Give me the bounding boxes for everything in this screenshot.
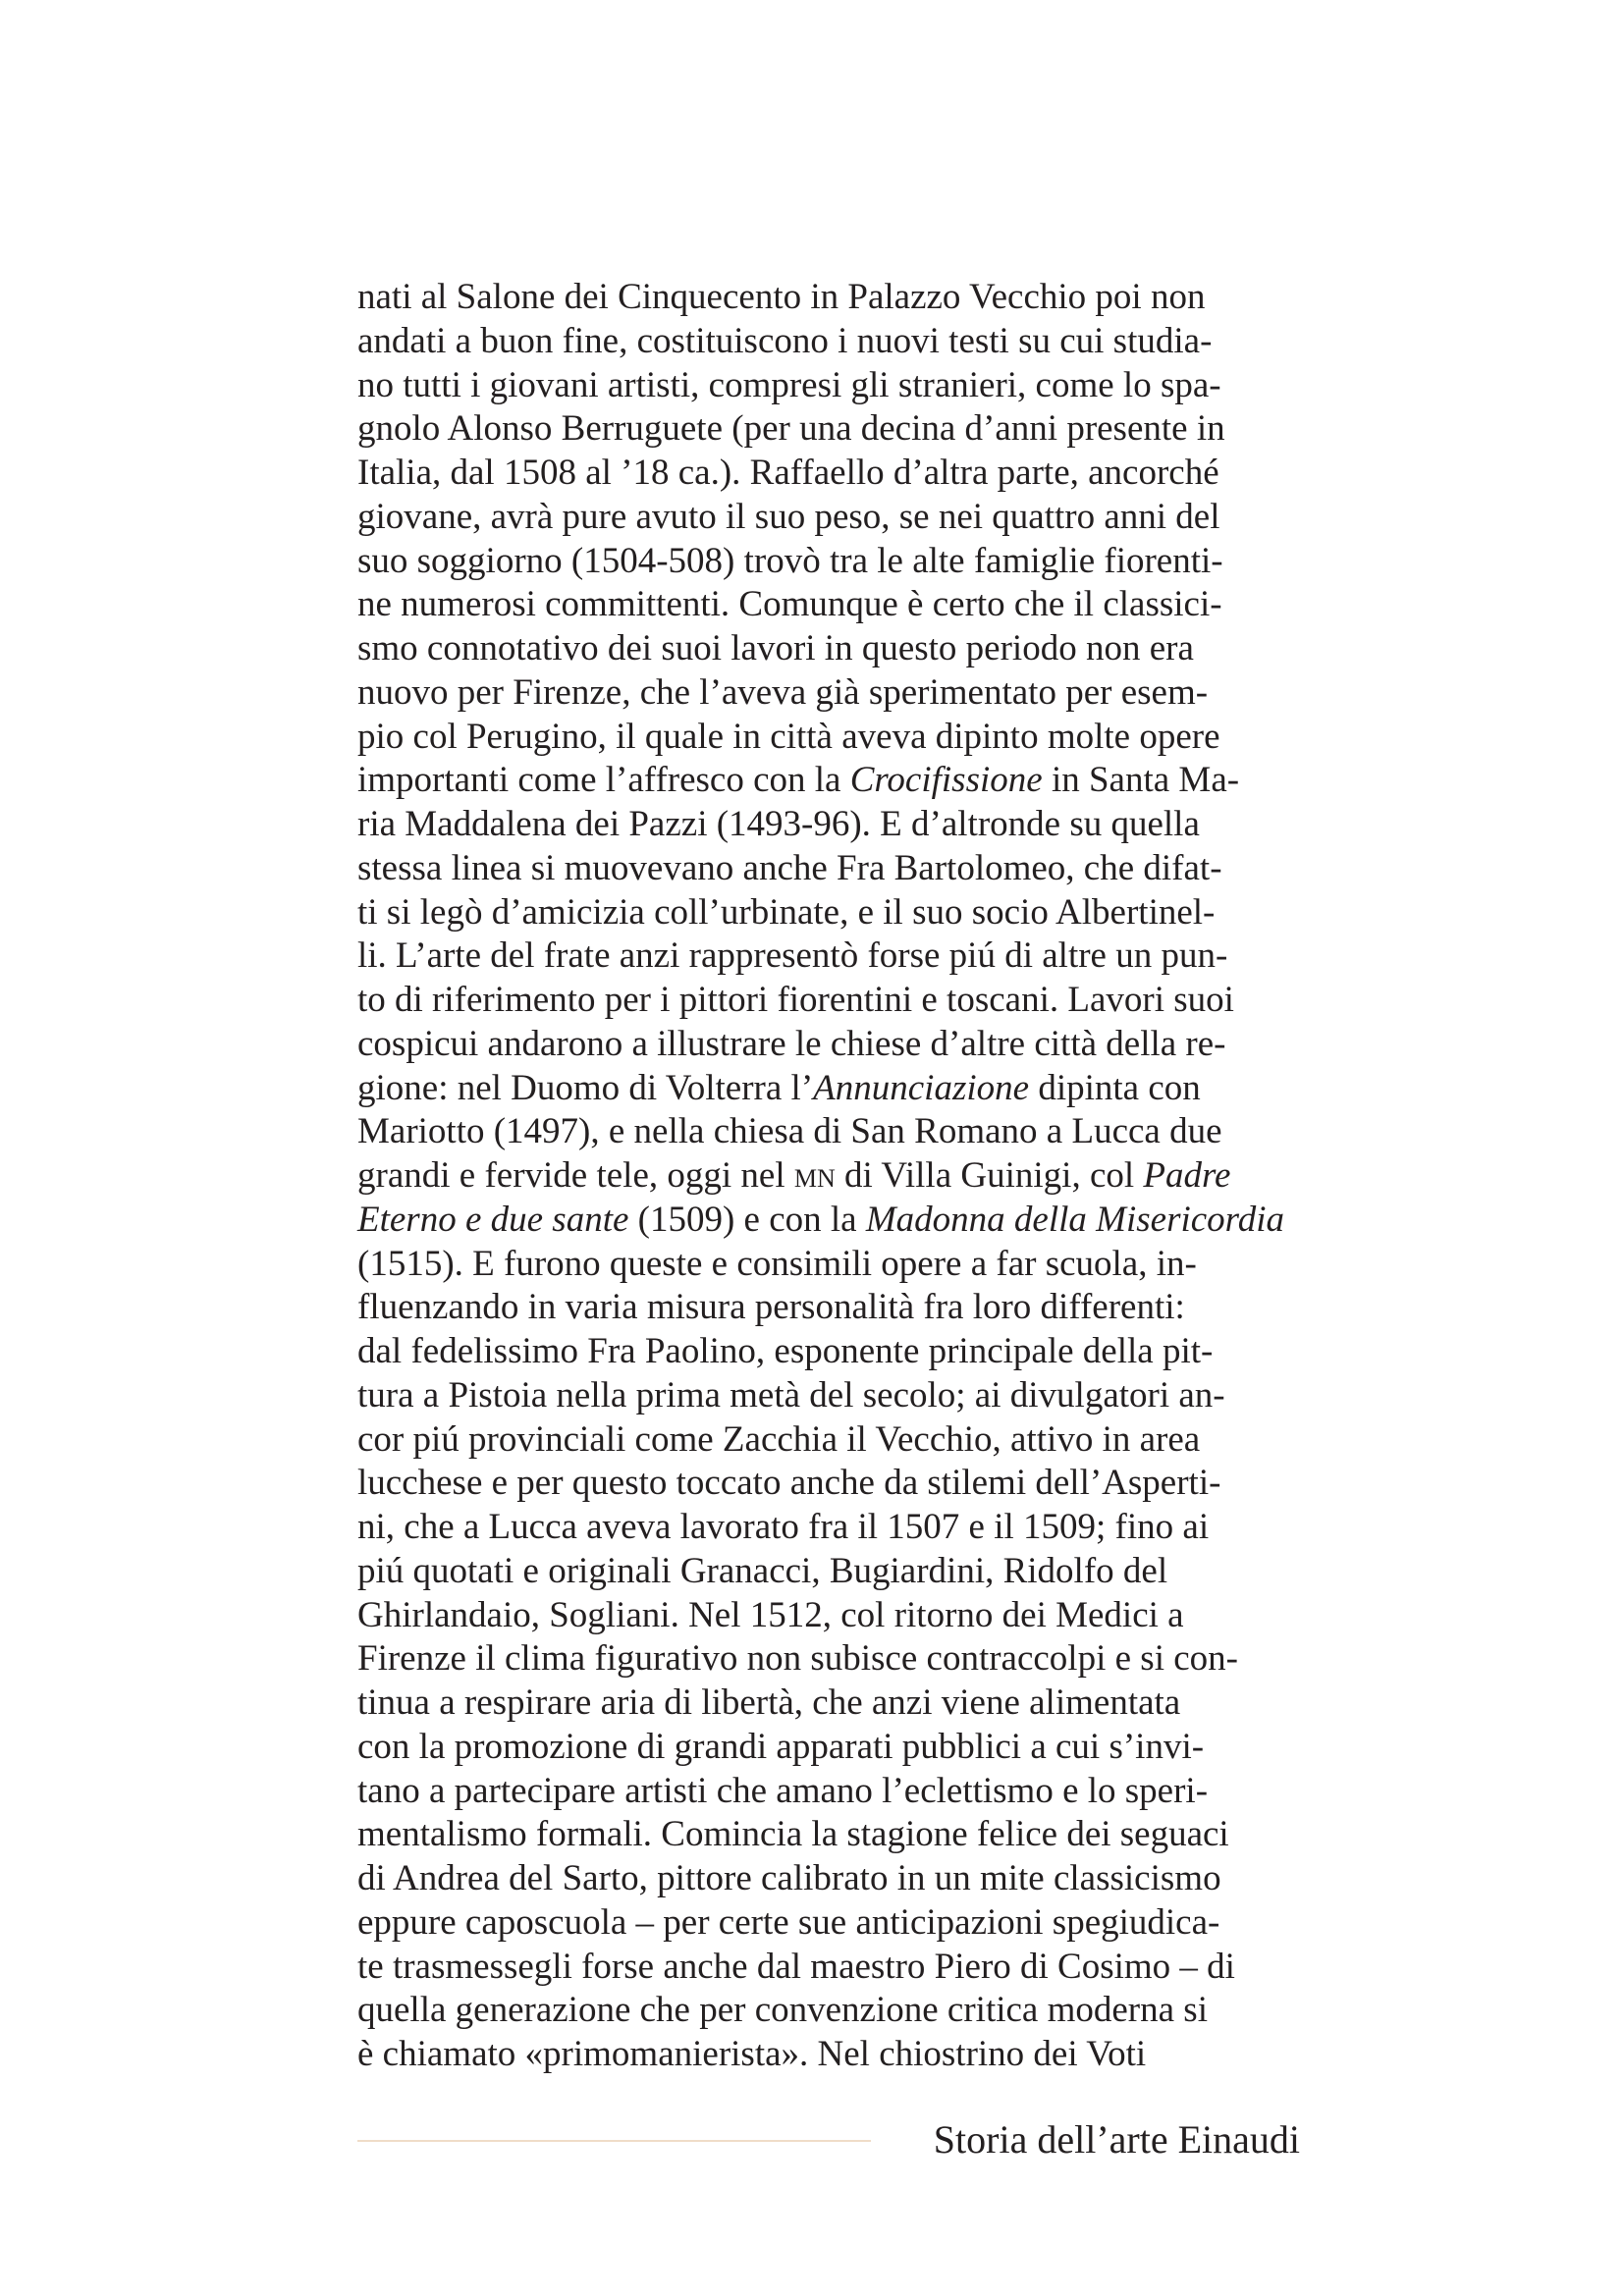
text-line <box>357 1330 1300 1374</box>
text-run: piú quotati e originali Granacci, Bugiardini, Ridolfo del <box>357 1550 1168 1591</box>
text-run: pio col Perugino, il quale in città aveva dipinto molte opere <box>357 716 1220 757</box>
body-text <box>357 276 1300 2077</box>
text-run: dal fedelissimo Fra Paolino, esponente principale della pit- <box>357 1331 1214 1371</box>
text-line <box>357 320 1300 364</box>
italic-title: Eterno e due sante <box>357 1199 629 1240</box>
text-line <box>357 1506 1300 1550</box>
text-run: ti si legò d’amicizia coll’urbinate, e il suo socio Albertinel- <box>357 891 1216 933</box>
text-line <box>357 716 1300 760</box>
text-line <box>357 934 1300 979</box>
footer-rule <box>357 2140 871 2142</box>
text-line <box>357 407 1300 452</box>
text-run: tano a partecipare artisti che amano l’eclettismo e lo speri- <box>357 1770 1209 1811</box>
text-run: nati al Salone dei Cinquecento in Palazzo Vecchio poi non <box>357 277 1206 317</box>
text-line <box>357 759 1300 803</box>
text-line <box>357 1857 1300 1901</box>
text-line <box>357 496 1300 540</box>
text-line <box>357 1374 1300 1418</box>
text-run: gnolo Alonso Berruguete (per una decina d’anni presente in <box>357 408 1225 450</box>
text-line <box>357 1770 1300 1814</box>
text-run: andati a buon fine, costituiscono i nuovi testi su cui studia- <box>357 320 1213 361</box>
text-line <box>357 583 1300 627</box>
text-line <box>357 1110 1300 1154</box>
text-run: giovane, avrà pure avuto il suo peso, se nei quattro anni del <box>357 496 1220 537</box>
text-line <box>357 847 1300 891</box>
text-run: lucchese e per questo toccato anche da stilemi dell’Asperti- <box>357 1463 1221 1504</box>
text-line <box>357 1199 1300 1243</box>
text-line <box>357 891 1300 935</box>
text-run: Firenze il clima figurativo non subisce contraccolpi e si con- <box>357 1638 1238 1680</box>
running-title: Storia dell’arte Einaudi <box>933 2117 1300 2162</box>
italic-title: Crocifissione <box>849 760 1043 801</box>
text-run: ria Maddalena dei Pazzi (1493-96). E d’altronde su quella <box>357 804 1200 844</box>
text-run: eppure caposcuola – per certe sue anticipazioni spegiudica- <box>357 1901 1220 1943</box>
text-line <box>357 1726 1300 1770</box>
text-run: li. L’arte del frate anzi rappresentò forse piú di altre un pun- <box>357 935 1228 977</box>
text-run: suo soggiorno (1504-508) trovò tra le alte famiglie fiorenti- <box>357 540 1223 581</box>
text-line <box>357 364 1300 408</box>
text-run: stessa linea si muovevano anche Fra Bartolomeo, che difat- <box>357 847 1222 888</box>
text-run: di Villa Guinigi, col <box>835 1155 1144 1196</box>
text-run: ne numerosi committenti. Comunque è certo che il classici- <box>357 584 1222 625</box>
text-line <box>357 1286 1300 1330</box>
text-run: gione: nel Duomo di Volterra l’ <box>357 1067 814 1108</box>
text-line <box>357 1418 1300 1463</box>
text-line <box>357 803 1300 847</box>
text-run: smo connotativo dei suoi lavori in questo periodo non era <box>357 628 1194 668</box>
text-run: tinua a respirare aria di libertà, che anzi viene alimentata <box>357 1682 1181 1723</box>
text-line <box>357 1550 1300 1594</box>
text-run: di Andrea del Sarto, pittore calibrato in un mite classicismo <box>357 1858 1221 1898</box>
text-run: ni, che a Lucca aveva lavorato fra il 1507 e il 1509; fino ai <box>357 1507 1210 1547</box>
text-line <box>357 1813 1300 1857</box>
text-run: (1515). E furono queste e consimili opere a far scuola, in- <box>357 1243 1197 1284</box>
text-run: Mariotto (1497), e nella chiesa di San Romano a Lucca due <box>357 1111 1222 1152</box>
text-run: dipinta con <box>1029 1067 1201 1108</box>
text-line <box>357 1682 1300 1726</box>
text-run: to di riferimento per i pittori fiorentini e toscani. Lavori suoi <box>357 980 1234 1020</box>
text-run: Ghirlandaio, Sogliani. Nel 1512, col ritorno dei Medici a <box>357 1594 1184 1635</box>
text-run: fluenzando in varia misura personalità fra loro differenti: <box>357 1287 1185 1328</box>
text-line <box>357 1637 1300 1682</box>
text-line <box>357 671 1300 716</box>
text-line <box>357 1154 1300 1199</box>
text-line <box>357 1946 1300 1990</box>
text-run: importanti come l’affresco con la <box>357 760 850 801</box>
text-line <box>357 540 1300 584</box>
text-run: (1509) e con la <box>628 1199 866 1240</box>
text-line <box>357 1989 1300 2033</box>
text-line <box>357 979 1300 1023</box>
text-run: tura a Pistoia nella prima metà del secolo; ai divulgatori an- <box>357 1374 1225 1415</box>
text-line <box>357 2033 1300 2077</box>
text-run: mentalismo formali. Comincia la stagione felice dei seguaci <box>357 1814 1229 1855</box>
text-run: cospicui andarono a illustrare le chiese d’altre città della re- <box>357 1023 1226 1064</box>
text-line <box>357 1067 1300 1111</box>
text-line <box>357 1901 1300 1946</box>
text-line <box>357 276 1300 320</box>
text-run: te trasmessegli forse anche dal maestro Piero di Cosimo – di <box>357 1946 1235 1987</box>
italic-title: Madonna della Misericordia <box>865 1199 1284 1240</box>
text-line <box>357 1023 1300 1067</box>
small-caps-abbrev: mn <box>793 1155 836 1196</box>
text-run: grandi e fervide tele, oggi nel <box>357 1155 794 1196</box>
text-line <box>357 1594 1300 1638</box>
italic-title: Padre <box>1143 1155 1231 1196</box>
text-run: no tutti i giovani artisti, compresi gli stranieri, come lo spa- <box>357 364 1221 405</box>
text-line <box>357 452 1300 496</box>
text-run: in Santa Ma- <box>1042 760 1240 801</box>
text-run: nuovo per Firenze, che l’aveva già sperimentato per esem- <box>357 671 1209 713</box>
text-run: con la promozione di grandi apparati pubblici a cui s’invi- <box>357 1726 1205 1767</box>
text-line <box>357 1243 1300 1287</box>
italic-title: Annunciazione <box>813 1067 1030 1108</box>
text-run: è chiamato «primomanierista». Nel chiostrino dei Voti <box>357 2034 1147 2074</box>
text-line <box>357 1462 1300 1506</box>
text-run: cor piú provinciali come Zacchia il Vecchio, attivo in area <box>357 1418 1201 1460</box>
text-line <box>357 627 1300 671</box>
text-run: Italia, dal 1508 al ’18 ca.). Raffaello d’altra parte, ancorché <box>357 453 1219 493</box>
text-run: quella generazione che per convenzione critica moderna si <box>357 1990 1208 2031</box>
